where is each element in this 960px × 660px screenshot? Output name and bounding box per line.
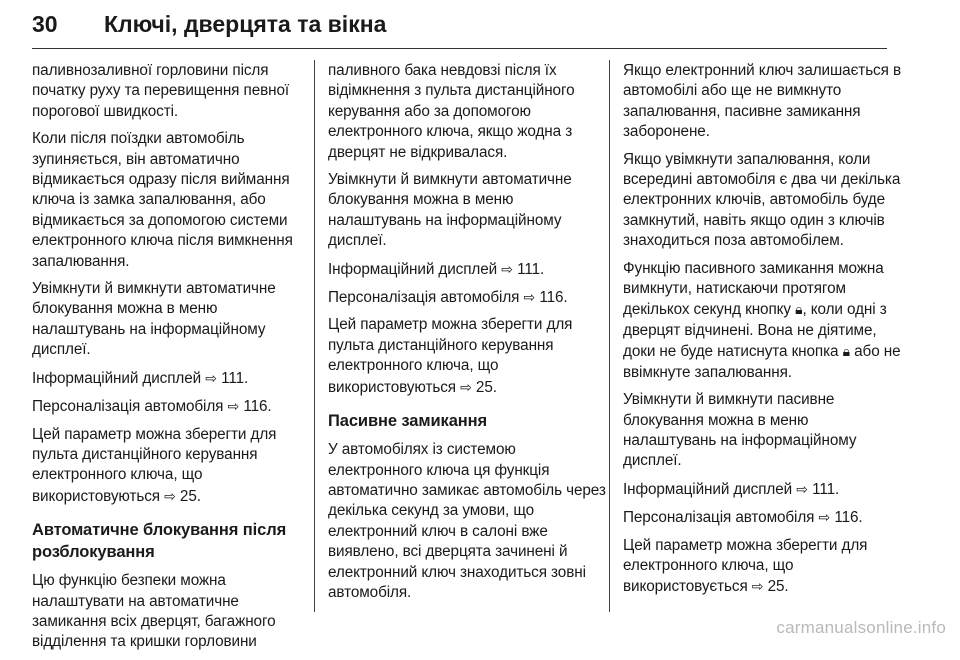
column-2: [328, 61, 606, 610]
page-header: [32, 4, 892, 44]
page-number: 30: [32, 10, 58, 37]
reference-text: Персоналізація автомобіля: [32, 398, 224, 416]
reference-page: 111.: [221, 369, 249, 387]
reference-text: Персоналізація автомобіля: [623, 509, 815, 527]
reference-text: Інформаційний дисплей: [32, 369, 202, 387]
reference-page: 116.: [539, 289, 568, 307]
arrow-icon: ⇨: [751, 578, 764, 595]
watermark: carmanualsonline.info: [776, 618, 946, 637]
paragraph-text: , коли одні з дверцят відчинені. Вона не діятиме, доки не буде натиснута кнопка: [623, 301, 887, 361]
paragraph: Цю функцію безпеки можна налаштувати на автоматичне замикання всіх дверцят, багажного відділення та кришки горловини: [32, 572, 276, 651]
paragraph: Увімкнути й вимкнути пасивне блокування можна в меню налаштувань на інформаційному дисплеї.: [623, 391, 857, 470]
paragraph-text: Цей параметр можна зберегти для пульта дистанційного керування електронного ключа, що використовуються: [32, 425, 277, 505]
paragraph: [328, 315, 606, 398]
reference-page: 116.: [243, 398, 272, 416]
reference-text: Інформаційний дисплей: [623, 480, 793, 498]
paragraph: паливного бака невдовзі після їх відімкнення з пульта дистанційного керування або за допомогою електронного ключа, якщо жодна з дверцят не відкривалася.: [328, 62, 575, 161]
arrow-icon: ⇨: [227, 398, 240, 415]
paragraph: [623, 536, 901, 598]
section-heading: Пасивне замикання: [328, 412, 488, 431]
arrow-icon: ⇨: [164, 487, 176, 504]
cross-reference[interactable]: [328, 259, 606, 280]
paragraph-text: Функцію пасивного замикання можна вимкнути, натискаючи протягом декількох секунд кнопку: [623, 259, 884, 319]
arrow-icon: ⇨: [523, 289, 536, 306]
reference-text: Персоналізація автомобіля: [328, 289, 520, 307]
paragraph: [623, 259, 901, 383]
paragraph: Якщо електронний ключ залишається в автомобілі або ще не вимкнуто запалювання, пасивне замикання заборонене.: [623, 62, 901, 141]
reference-text: Інформаційний дисплей: [328, 260, 498, 278]
paragraph: У автомобілях із системою електронного ключа ця функція автоматично замикає автомобіль через декілька секунд за умови, що електронний ключ в салоні вже виявлено, всі дверцята зачинені й електронний ключ знаходиться зовні автомобіля.: [328, 441, 606, 601]
paragraph: Якщо увімкнути запалювання, коли всередині автомобіля є два чи декілька електронних ключів, автомобіль буде замкнутий, навіть якщо один з ключів знаходиться поза автомобілем.: [623, 150, 901, 250]
section-heading: Автоматичне блокування після розблокування: [32, 521, 287, 562]
paragraph-text: Цей параметр можна зберегти для пульта дистанційного керування електронного ключа, що використовуються: [328, 316, 573, 396]
paragraph: Коли після поїздки автомобіль зупиняється, він автоматично відмикається одразу після виймання ключа із замка запалювання, або відмикається за допомогою системи електронного ключа після вимкнення запалювання.: [32, 130, 293, 270]
column-1: [32, 61, 310, 660]
arrow-icon: ⇨: [460, 378, 472, 395]
cross-reference[interactable]: [623, 479, 901, 500]
reference-page[interactable]: 25.: [767, 578, 789, 596]
paragraph-text: або не ввімкнуте запалювання.: [623, 343, 901, 381]
column-divider: [609, 60, 610, 612]
arrow-icon: ⇨: [501, 260, 513, 277]
arrow-icon: ⇨: [818, 509, 831, 526]
paragraph: Увімкнути й вимкнути автоматичне блокування можна в меню налаштувань на інформаційному дисплеї.: [32, 280, 276, 359]
reference-page[interactable]: 25.: [179, 487, 201, 505]
lock-key-icon: 🔒︎: [795, 301, 803, 318]
column-divider: [314, 60, 315, 612]
paragraph: [32, 425, 310, 508]
paragraph-text: Цей параметр можна зберегти для електронного ключа, що використовується: [623, 536, 868, 596]
paragraph: Увімкнути й вимкнути автоматичне блокування можна в меню налаштувань на інформаційному дисплеї.: [328, 171, 572, 250]
paragraph: паливнозаливної горловини після початку руху та перевищення певної порогової швидкості.: [32, 62, 290, 120]
cross-reference[interactable]: [623, 507, 901, 528]
arrow-icon: ⇨: [796, 480, 808, 497]
lock-key-icon: 🔒︎: [842, 343, 850, 360]
cross-reference[interactable]: [32, 396, 310, 417]
page-title: Ключі, дверцята та вікна: [104, 10, 387, 37]
reference-page: 111.: [812, 480, 840, 498]
header-rule: [32, 48, 887, 49]
arrow-icon: ⇨: [205, 369, 217, 386]
reference-page[interactable]: 25.: [475, 378, 497, 396]
column-3: [623, 61, 901, 605]
reference-page: 116.: [834, 509, 863, 527]
cross-reference[interactable]: [328, 287, 606, 308]
cross-reference[interactable]: [32, 368, 310, 389]
reference-page: 111.: [517, 260, 545, 278]
